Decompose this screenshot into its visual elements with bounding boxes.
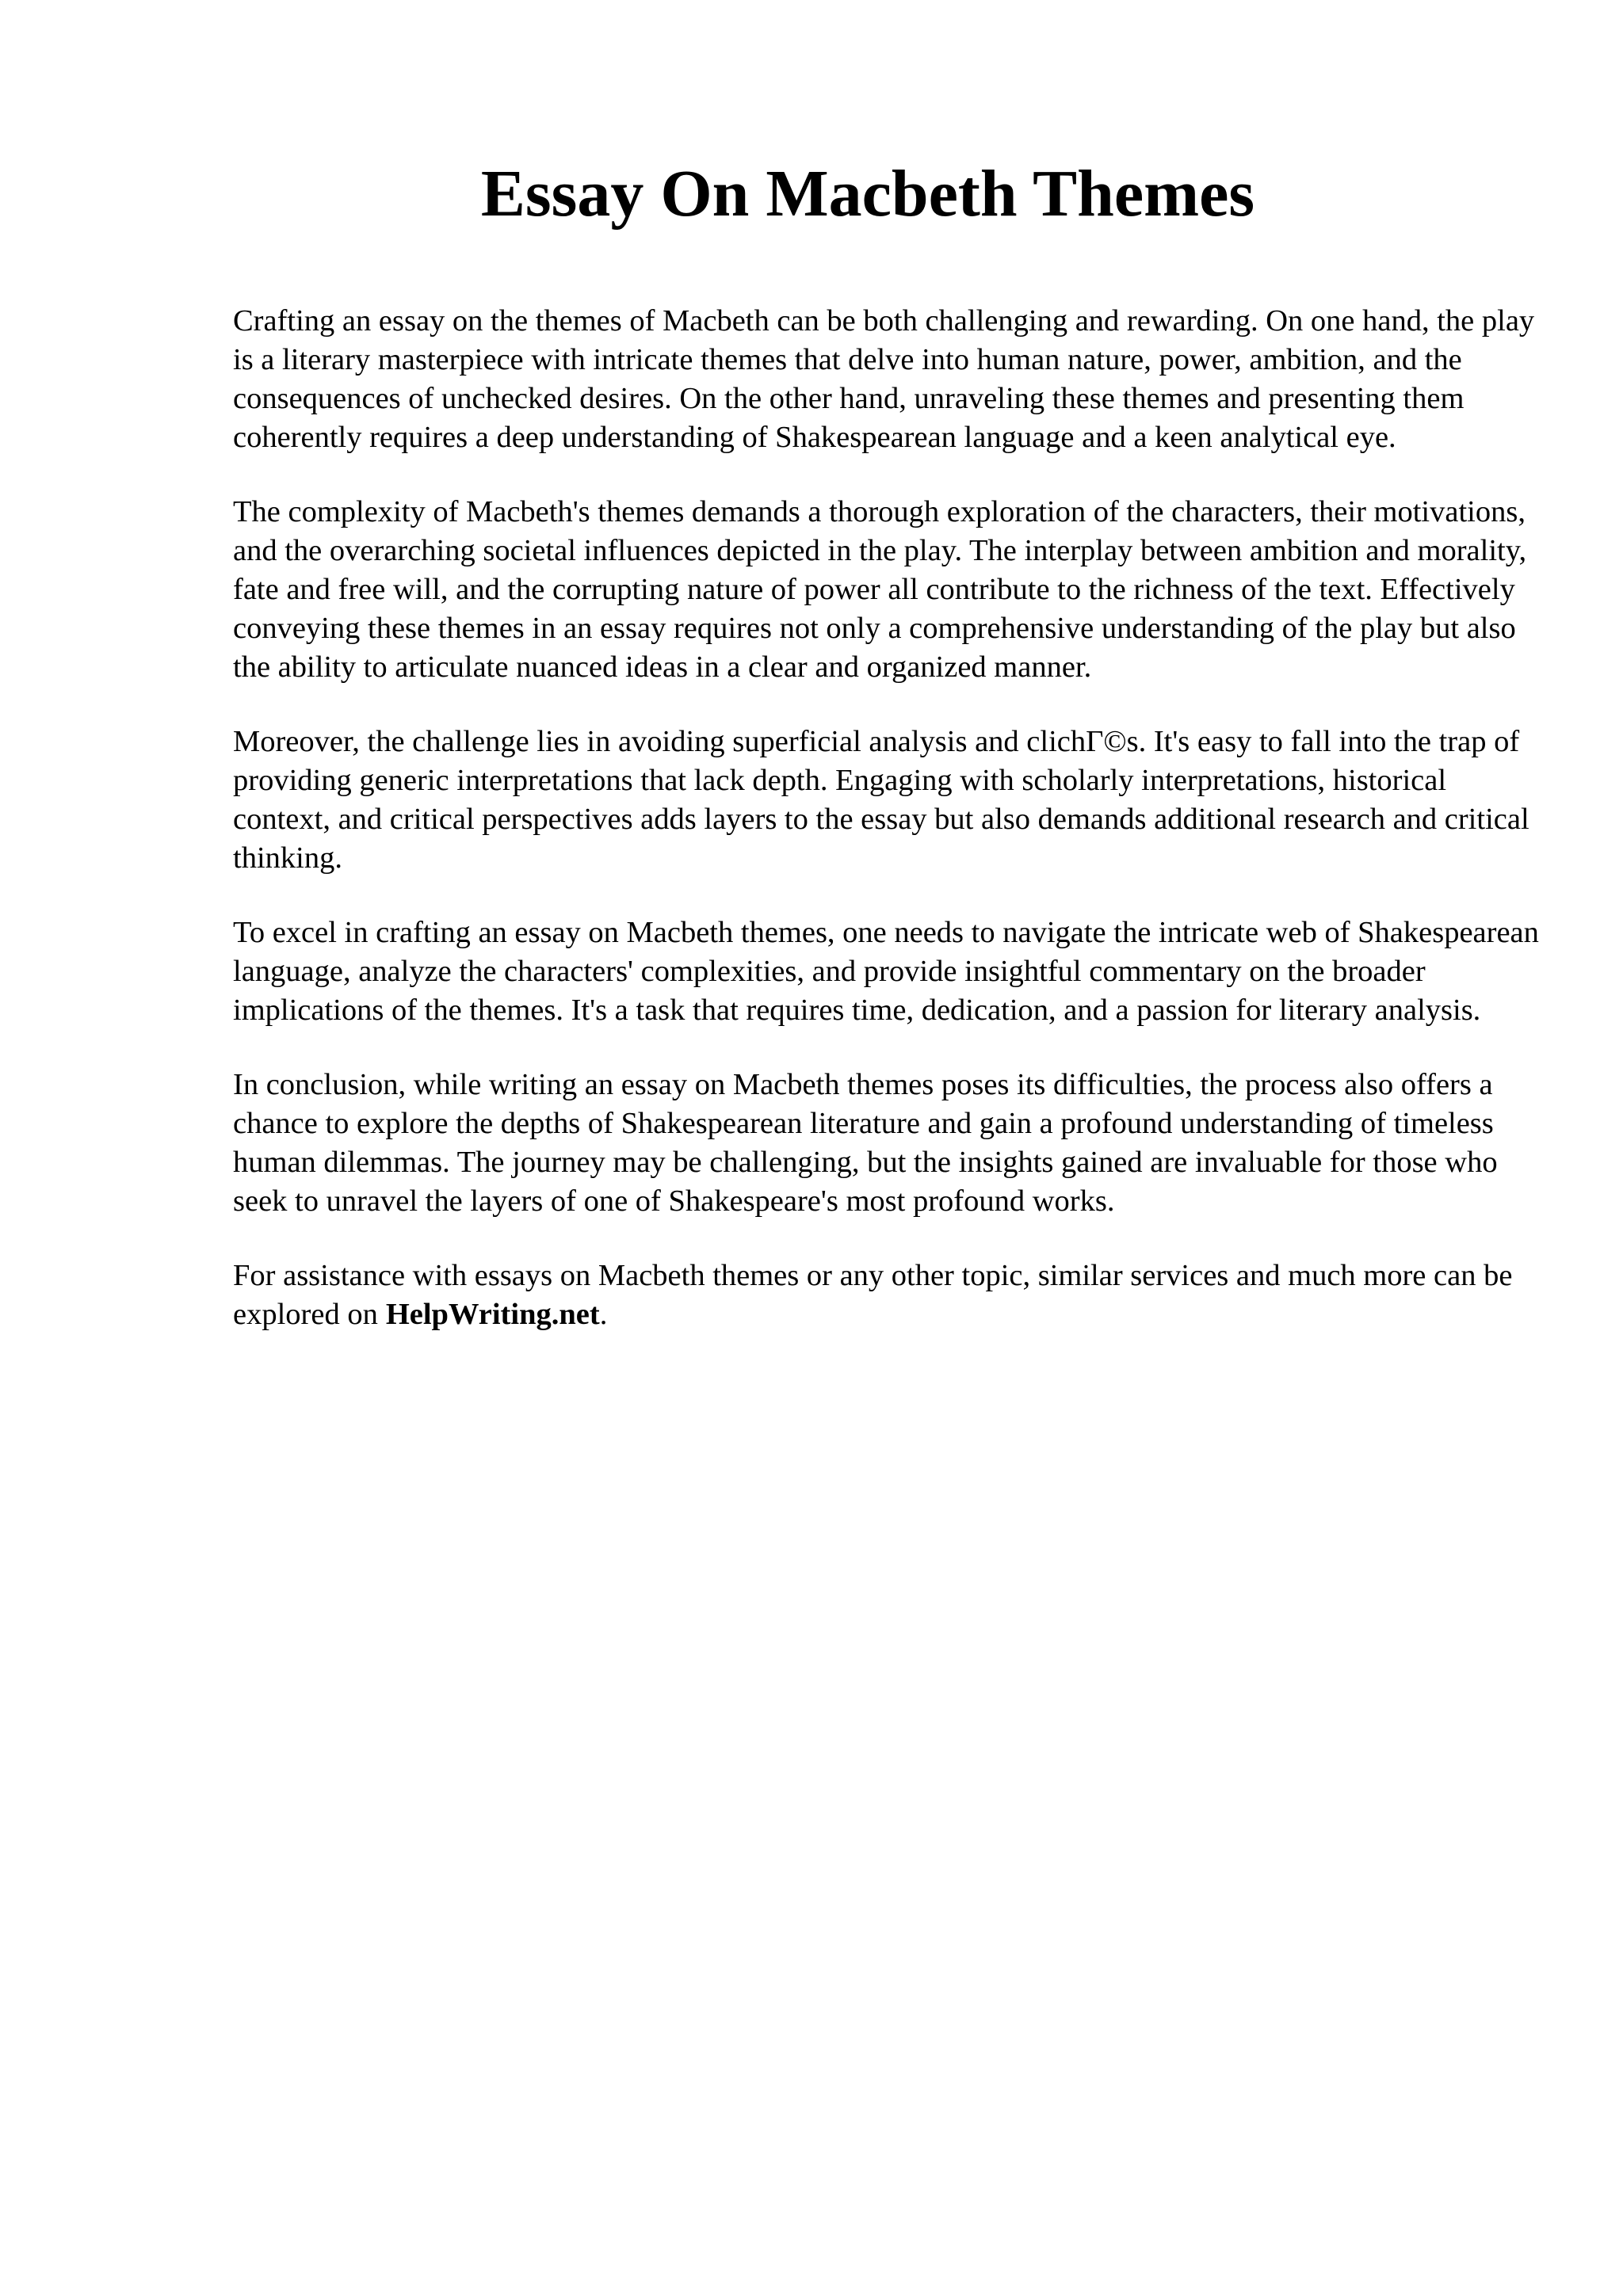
page-title: Essay On Macbeth Themes: [480, 157, 1255, 231]
essay-body: [233, 302, 1549, 1370]
helpwriting-link[interactable]: HelpWriting.net: [385, 1298, 600, 1331]
paragraph-5: In conclusion, while writing an essay on Macbeth themes poses its difficulties, the process also offers a chance to explore the depths of Shakespearean literature and gain a profound understanding of timeless human dilemmas. The journey may be challenging, but the insights gained are invaluable for those who seek to unravel the layers of one of Shakespeare's most profound works.: [233, 1068, 1498, 1218]
paragraph-2: The complexity of Macbeth's themes demands a thorough exploration of the characters, their motivations, and the overarching societal influences depicted in the play. The interplay between ambition and morality, fate and free will, and the corrupting nature of power all contribute to the richness of the text. Effectively conveying these themes in an essay requires not only a comprehensive understanding of the play but also the ability to articulate nuanced ideas in a clear and organized manner.: [233, 495, 1527, 684]
closing-paragraph: [233, 1257, 1549, 1334]
paragraph-3: Moreover, the challenge lies in avoiding superficial analysis and clichГ©s. It's easy to fall into the trap of providing generic interpretations that lack depth. Engaging with scholarly interpretations, historical context, and critical perspectives adds layers to the essay but also demands additional research and critical thinking.: [233, 725, 1529, 875]
closing-period: .: [599, 1298, 608, 1331]
paragraph-4: To excel in crafting an essay on Macbeth themes, one needs to navigate the intricate web of Shakespearean language, analyze the characters' complexities, and provide insightful commentary on the broader implications of the themes. It's a task that requires time, dedication, and a passion for literary analysis.: [233, 916, 1539, 1027]
paragraph-1: Crafting an essay on the themes of Macbeth can be both challenging and rewarding. On one hand, the play is a literary masterpiece with intricate themes that delve into human nature, power, ambition, and the consequences of unchecked desires. On the other hand, unraveling these themes and presenting them coherently requires a deep understanding of Shakespearean language and a keen analytical eye.: [233, 304, 1535, 454]
closing-text: For assistance with essays on Macbeth themes or any other topic, similar services and much more can be explored on: [233, 1259, 1513, 1331]
